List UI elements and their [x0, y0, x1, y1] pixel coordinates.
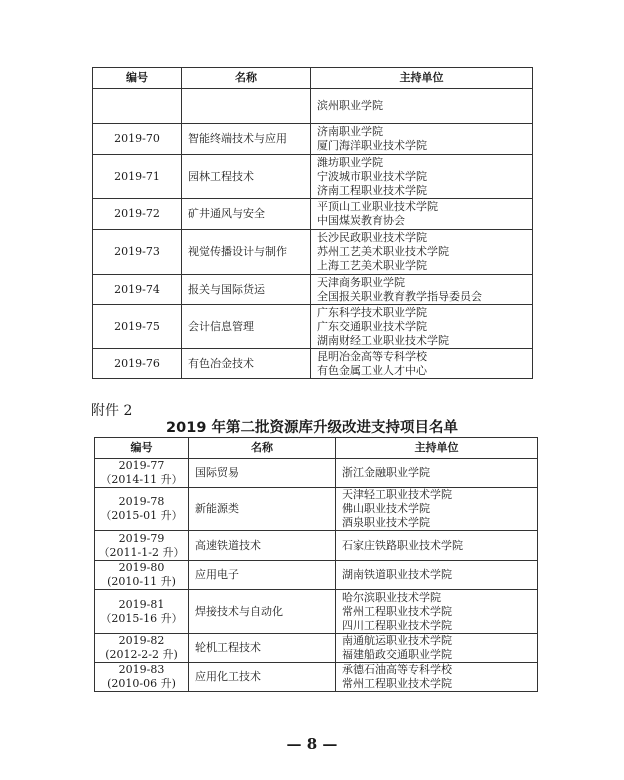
unit-line: 南通航运职业技术学院: [342, 634, 452, 647]
cell-name: 园林工程技术: [182, 155, 311, 199]
table-row: [95, 459, 538, 488]
header-name: 名称: [189, 438, 336, 459]
unit-line: 昆明冶金高等专科学校: [317, 349, 427, 363]
code-line: 2019-79: [118, 531, 165, 545]
cell-units: [336, 634, 538, 663]
table-row: [93, 275, 533, 305]
code-line: 2019-72: [114, 207, 160, 220]
unit-line: 四川工程职业技术学院: [342, 618, 452, 632]
cell-units: [336, 459, 538, 488]
unit-line: 天津商务职业学院: [317, 275, 405, 289]
table-header-row: [93, 68, 533, 89]
cell-units: [336, 663, 538, 692]
unit-line: 天津轻工职业技术学院: [342, 488, 452, 501]
table-row: [93, 199, 533, 230]
unit-line: 潍坊职业学院: [317, 155, 383, 169]
project-table-1: [92, 67, 533, 379]
cell-units: [336, 590, 538, 634]
unit-line: 石家庄铁路职业技术学院: [342, 538, 463, 552]
unit-line: 浙江金融职业学院: [342, 466, 430, 479]
code-line: 2019-76: [114, 356, 160, 370]
code-line: 2019-80: [118, 561, 165, 574]
table-row: [95, 561, 538, 590]
cell-code: [93, 199, 182, 230]
unit-line: 长沙民政职业技术学院: [317, 231, 427, 244]
cell-name: 轮机工程技术: [189, 634, 336, 663]
code-line: (2010-11 升): [107, 575, 176, 588]
table-row: [95, 531, 538, 561]
table-row: [95, 634, 538, 663]
cell-name: 有色冶金技术: [182, 349, 311, 379]
cell-units: [336, 488, 538, 531]
cell-name: 国际贸易: [189, 459, 336, 488]
header-name: 名称: [182, 68, 311, 89]
cell-name: 应用化工技术: [189, 663, 336, 692]
cell-code: [95, 531, 189, 561]
cell-units: [311, 230, 533, 275]
unit-line: 承德石油高等专科学校: [342, 663, 452, 676]
unit-line: 哈尔滨职业技术学院: [342, 590, 441, 604]
unit-line: 佛山职业技术学院: [342, 502, 430, 515]
code-line: （2015-01 升）: [100, 509, 183, 522]
code-line: 2019-83: [118, 663, 165, 676]
cell-code: [93, 124, 182, 155]
code-line: 2019-82: [118, 634, 165, 647]
cell-code: [95, 663, 189, 692]
cell-name: 视觉传播设计与制作: [182, 230, 311, 275]
header-units: 主持单位: [311, 68, 533, 89]
table-row: [93, 124, 533, 155]
code-line: 2019-81: [118, 597, 165, 611]
cell-code: [95, 561, 189, 590]
cell-units: [311, 349, 533, 379]
unit-line: 全国报关职业教育教学指导委员会: [317, 289, 482, 303]
cell-code: [93, 155, 182, 199]
cell-code: [95, 488, 189, 531]
cell-units: [311, 275, 533, 305]
unit-line: 广东交通职业技术学院: [317, 319, 427, 333]
code-line: 2019-74: [114, 282, 160, 296]
cell-name: 新能源类: [189, 488, 336, 531]
table-row: [93, 155, 533, 199]
cell-name: 会计信息管理: [182, 305, 311, 349]
cell-name: [182, 89, 311, 124]
header-code: 编号: [95, 438, 189, 459]
unit-line: 苏州工艺美术职业技术学院: [317, 245, 449, 258]
header-units: 主持单位: [336, 438, 538, 459]
unit-line: 福建船政交通职业学院: [342, 648, 452, 661]
header-code: 编号: [93, 68, 182, 89]
code-line: 2019-75: [114, 319, 160, 333]
unit-line: 宁波城市职业技术学院: [317, 169, 427, 183]
cell-code: [93, 89, 182, 124]
project-table-2: [94, 437, 538, 692]
code-line: 2019-73: [114, 245, 160, 258]
unit-line: 湖南财经工业职业技术学院: [317, 333, 449, 347]
table-row: [93, 349, 533, 379]
cell-name: 矿井通风与安全: [182, 199, 311, 230]
table-row: [93, 230, 533, 275]
cell-name: 智能终端技术与应用: [182, 124, 311, 155]
page-number: — 8 —: [286, 735, 338, 753]
table-row: [95, 488, 538, 531]
cell-name: 应用电子: [189, 561, 336, 590]
table-row: [95, 663, 538, 692]
unit-line: 常州工程职业技术学院: [342, 604, 452, 618]
attachment-label: 附件 2: [91, 403, 133, 419]
code-line: 2019-70: [114, 132, 160, 145]
unit-line: 平顶山工业职业技术学院: [317, 200, 438, 213]
unit-line: 上海工艺美术职业学院: [317, 259, 427, 272]
code-line: (2010-06 升): [107, 677, 176, 690]
code-line: 2019-77: [118, 459, 165, 472]
unit-line: 济南工程职业技术学院: [317, 183, 427, 197]
cell-units: [311, 89, 533, 124]
cell-name: 报关与国际货运: [182, 275, 311, 305]
cell-name: 焊接技术与自动化: [189, 590, 336, 634]
cell-code: [95, 634, 189, 663]
cell-code: [95, 459, 189, 488]
code-line: (2012-2-2 升): [105, 648, 178, 661]
unit-line: 中国煤炭教育协会: [317, 214, 405, 227]
unit-line: 济南职业学院: [317, 125, 383, 138]
unit-line: 湖南铁道职业技术学院: [342, 568, 452, 581]
unit-line: 广东科学技术职业学院: [317, 305, 427, 319]
code-line: （2014-11 升）: [100, 473, 183, 486]
table-row: [95, 590, 538, 634]
unit-line: 厦门海洋职业技术学院: [317, 139, 427, 152]
cell-code: [93, 230, 182, 275]
cell-units: [336, 561, 538, 590]
unit-line: 酒泉职业技术学院: [342, 516, 430, 529]
cell-units: [311, 155, 533, 199]
table-row: [93, 305, 533, 349]
cell-units: [311, 199, 533, 230]
cell-code: [93, 275, 182, 305]
cell-units: [311, 305, 533, 349]
code-line: 2019-71: [114, 169, 160, 183]
unit-line: 滨州职业学院: [317, 99, 383, 112]
cell-code: [95, 590, 189, 634]
table-header-row: [95, 438, 538, 459]
cell-units: [336, 531, 538, 561]
code-line: 2019-78: [118, 495, 165, 508]
code-line: （2011-1-2 升）: [98, 545, 185, 559]
table-row: [93, 89, 533, 124]
cell-name: 高速铁道技术: [189, 531, 336, 561]
unit-line: 常州工程职业技术学院: [342, 677, 452, 690]
attachment-title: 2019 年第二批资源库升级改进支持项目名单: [166, 420, 458, 436]
cell-units: [311, 124, 533, 155]
cell-code: [93, 349, 182, 379]
code-line: （2015-16 升）: [100, 611, 183, 625]
cell-code: [93, 305, 182, 349]
unit-line: 有色金属工业人才中心: [317, 363, 427, 377]
